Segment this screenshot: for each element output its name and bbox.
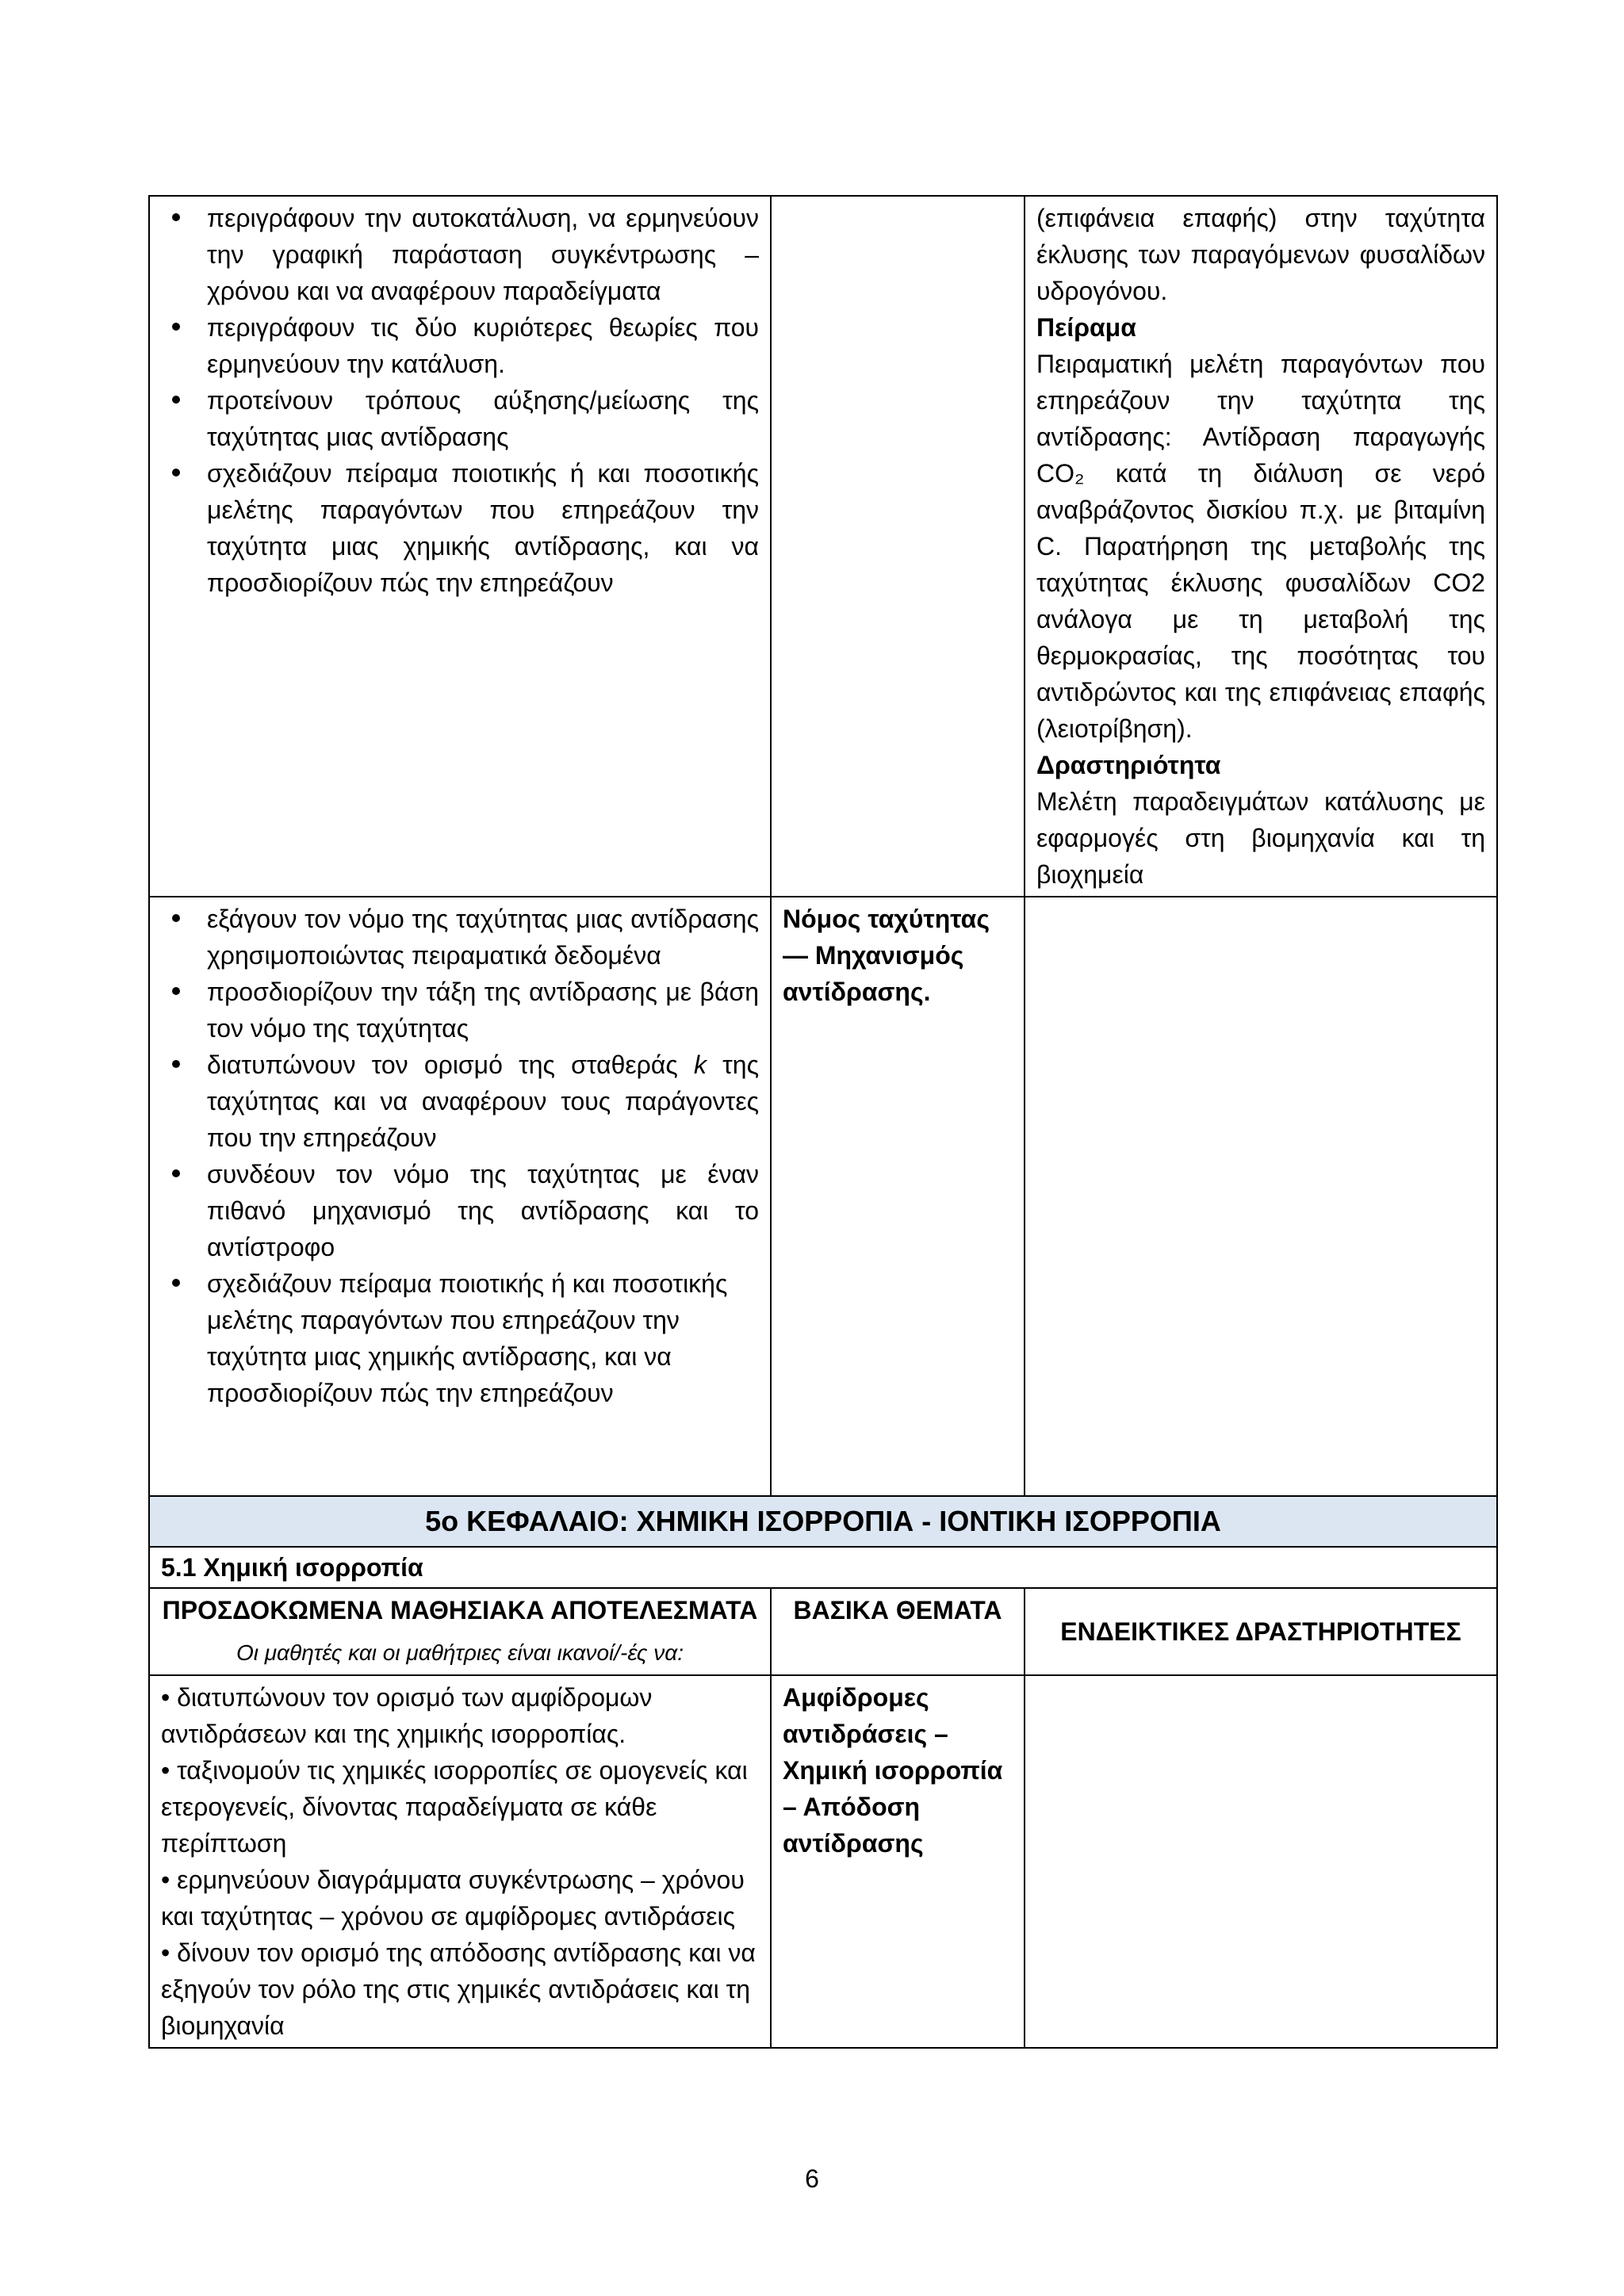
chapter-row xyxy=(149,1496,1497,1547)
activities-cell xyxy=(1025,196,1497,897)
chapter-title: 5ο ΚΕΦΑΛΑΙΟ: ΧΗΜΙΚΗ ΙΣΟΡΡΟΠΙΑ - ΙΟΝΤΙΚΗ ΙΣΟΡΡΟΠΙΑ xyxy=(149,1496,1497,1547)
outcomes-cell xyxy=(149,196,771,897)
list-item: προτείνουν τρόπους αύξησης/μείωσης της ταχύτητας μιας αντίδρασης xyxy=(161,382,759,455)
list-item: • δίνουν τον ορισμό της απόδοσης αντίδρασης και να εξηγούν τον ρόλο της στις χημικές αντιδράσεις και τη βιομηχανία xyxy=(161,1938,756,2040)
list-item: • ερμηνεύουν διαγράμματα συγκέντρωσης – χρόνου και ταχύτητας – χρόνου σε αμφίδρομες αντιδράσεις xyxy=(161,1866,745,1931)
outcomes-cell xyxy=(149,897,771,1496)
list-item: • διατυπώνουν τον ορισμό των αμφίδρομων αντιδράσεων και της χημικής ισορροπίας. xyxy=(161,1683,653,1748)
list-item: συνδέουν τον νόμο της ταχύτητας με έναν πιθανό μηχανισμό της αντίδρασης και το αντίστροφο xyxy=(161,1156,759,1265)
list-item: σχεδιάζουν πείραμα ποιοτικής ή και ποσοτικής μελέτης παραγόντων που επηρεάζουν την ταχύτητα μιας χημικής αντίδρασης, και να προσδιορίζουν πώς την επηρεάζουν xyxy=(161,455,759,601)
k-bullet-before: διατυπώνουν τον ορισμό της σταθεράς xyxy=(207,1050,694,1079)
experiment-text: Πειραματική μελέτη παραγόντων που επηρεάζουν την ταχύτητα της αντίδρασης: Αντίδραση παραγωγής CO₂ κατά τη διάλυση σε νερό αναβράζοντος δισκίου π.χ. με βιταμίνη C. Παρατήρηση της μεταβολής της ταχύτητας έκλυσης φυσαλίδων CO2 ανάλογα με τη μεταβολή της θερμοκρασίας, της ποσότητας του αντιδρώντος και της επιφάνειας επαφής (λειοτρίβηση). xyxy=(1036,350,1485,743)
topics-header: ΒΑΣΙΚΑ ΘΕΜΑΤΑ xyxy=(771,1588,1025,1675)
activity-text: Μελέτη παραδειγμάτων κατάλυσης με εφαρμογές στη βιομηχανία και τη βιοχημεία xyxy=(1036,787,1485,889)
curriculum-table xyxy=(148,195,1498,2049)
activity-heading: Δραστηριότητα xyxy=(1036,751,1221,779)
table-row xyxy=(149,1675,1497,2048)
topics-cell: Αμφίδρομες αντιδράσεις – Χημική ισορροπία – Απόδοση αντίδρασης xyxy=(771,1675,1025,2048)
activities-cell xyxy=(1025,1675,1497,2048)
table-row xyxy=(149,897,1497,1496)
topics-cell xyxy=(771,196,1025,897)
list-item: περιγράφουν την αυτοκατάλυση, να ερμηνεύουν την γραφική παράσταση συγκέντρωσης – χρόνου και να αναφέρουν παραδείγματα xyxy=(161,200,759,309)
list-item xyxy=(161,1047,759,1156)
list-item: εξάγουν τον νόμο της ταχύτητας μιας αντίδρασης χρησιμοποιώντας πειραματικά δεδομένα xyxy=(161,901,759,974)
k-symbol: k xyxy=(693,1050,707,1079)
outcomes-header-label: ΠΡΟΣΔΟΚΩΜΕΝΑ ΜΑΘΗΣΙΑΚΑ ΑΠΟΤΕΛΕΣΜΑΤΑ xyxy=(162,1596,758,1624)
list-item: περιγράφουν τις δύο κυριότερες θεωρίες που ερμηνεύουν την κατάλυση. xyxy=(161,309,759,382)
topics-cell: Νόμος ταχύτητας— Μηχανισμός αντίδρασης. xyxy=(771,897,1025,1496)
k-bullet-after: της ταχύτητας και να αναφέρουν τους παράγοντες που την επηρεάζουν xyxy=(207,1050,760,1152)
list-item: σχεδιάζουν πείραμα ποιοτικής ή και ποσοτικής μελέτης παραγόντων που επηρεάζουν την ταχύτητα μιας χημικής αντίδρασης, και να προσδιορίζουν πώς την επηρεάζουν xyxy=(161,1265,759,1411)
header-row xyxy=(149,1588,1497,1675)
outcomes-list xyxy=(161,200,759,601)
list-item: προσδιορίζουν την τάξη της αντίδρασης με βάση τον νόμο της ταχύτητας xyxy=(161,974,759,1047)
page-number: 6 xyxy=(805,2164,819,2193)
activities-intro: (επιφάνεια επαφής) στην ταχύτητα έκλυσης των παραγόμενων φυσαλίδων υδρογόνου. xyxy=(1036,204,1485,305)
list-item: • ταξινομούν τις χημικές ισορροπίες σε ομογενείς και ετερογενείς, δίνοντας παραδείγματα σε κάθε περίπτωση xyxy=(161,1756,748,1858)
outcomes-list xyxy=(161,901,759,1411)
activities-header: ΕΝΔΕΙΚΤΙΚΕΣ ΔΡΑΣΤΗΡΙΟΤΗΤΕΣ xyxy=(1025,1588,1497,1675)
outcomes-header-sub: Οι μαθητές και οι μαθήτριες είναι ικανοί/-ές να: xyxy=(236,1640,684,1665)
outcomes-cell xyxy=(149,1675,771,2048)
section-title: 5.1 Χημική ισορροπία xyxy=(149,1547,1497,1588)
table-row xyxy=(149,196,1497,897)
section-row xyxy=(149,1547,1497,1588)
activities-cell xyxy=(1025,897,1497,1496)
experiment-heading: Πείραμα xyxy=(1036,313,1136,342)
outcomes-header xyxy=(149,1588,771,1675)
